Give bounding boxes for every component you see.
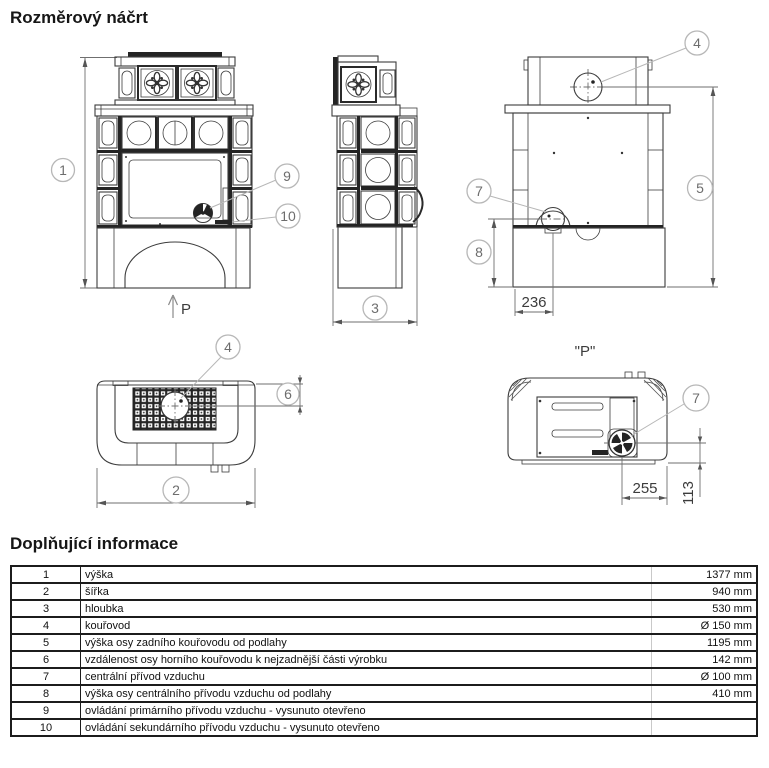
table-row <box>11 617 757 634</box>
row-label: kouřovod <box>81 617 652 634</box>
row-label: výška <box>81 566 652 583</box>
table-row <box>11 634 757 651</box>
row-number: 1 <box>11 566 81 583</box>
table-row <box>11 668 757 685</box>
dim-255: 255 <box>632 480 658 497</box>
row-value: 1195 mm <box>652 634 758 651</box>
secondary-air-slider <box>215 220 231 224</box>
flue-outlet <box>570 69 606 105</box>
row-number: 7 <box>11 668 81 685</box>
row-number: 6 <box>11 651 81 668</box>
row-value: 530 mm <box>652 600 758 617</box>
flower-tile-icon <box>145 71 170 96</box>
row-value: Ø 100 mm <box>652 668 758 685</box>
top-view <box>97 335 303 508</box>
callout-7-bottom-label: 7 <box>692 390 700 406</box>
row-number: 4 <box>11 617 81 634</box>
bottom-view <box>508 343 709 505</box>
row-number: 8 <box>11 685 81 702</box>
row-value: 410 mm <box>652 685 758 702</box>
callout-4-rear-label: 4 <box>693 35 701 51</box>
row-number: 3 <box>11 600 81 617</box>
callout-6-label: 6 <box>284 386 292 402</box>
row-label: vzdálenost osy horního kouřovodu k nejzadnější části výrobku <box>81 651 652 668</box>
row-label: výška osy centrálního přívodu vzduchu od podlahy <box>81 685 652 702</box>
row-number: 9 <box>11 702 81 719</box>
flower-tile-icon <box>185 71 210 96</box>
primary-air-lever <box>223 188 228 220</box>
callout-8-label: 8 <box>475 244 483 260</box>
direction-label: P <box>180 301 192 318</box>
row-value <box>652 719 758 736</box>
table-row <box>11 600 757 617</box>
view-p-label: "P" <box>574 343 596 360</box>
page-title: Rozměrový náčrt <box>10 8 148 27</box>
dim-236: 236 <box>521 294 547 311</box>
dim-113: 113 <box>680 481 697 505</box>
row-label: centrální přívod vzduchu <box>81 668 652 685</box>
central-air-inlet <box>536 208 570 234</box>
table-row <box>11 583 757 600</box>
row-value: Ø 150 mm <box>652 617 758 634</box>
table-row <box>11 566 757 583</box>
door-handle <box>193 204 212 223</box>
rear-view <box>467 31 718 316</box>
table-row <box>11 719 757 736</box>
side-view <box>332 56 423 326</box>
table-row <box>11 702 757 719</box>
info-table <box>10 565 758 737</box>
row-value: 142 mm <box>652 651 758 668</box>
row-label: ovládání sekundárního přívodu vzduchu - vysunuto otevřeno <box>81 719 652 736</box>
row-label: ovládání primárního přívodu vzduchu - vysunuto otevřeno <box>81 702 652 719</box>
direction-arrow <box>169 295 178 318</box>
row-value: 940 mm <box>652 583 758 600</box>
row-label: hloubka <box>81 600 652 617</box>
callout-3-label: 3 <box>371 300 379 316</box>
row-label: výška osy zadního kouřovodu od podlahy <box>81 634 652 651</box>
callout-4-top-label: 4 <box>224 339 232 355</box>
front-view <box>52 52 301 318</box>
callout-7-rear-label: 7 <box>475 183 483 199</box>
callout-1-label: 1 <box>59 162 67 178</box>
callout-10-label: 10 <box>280 208 296 224</box>
base-arch <box>125 242 225 288</box>
callout-9-label: 9 <box>283 168 291 184</box>
row-number: 5 <box>11 634 81 651</box>
table-row <box>11 685 757 702</box>
row-label: šířka <box>81 583 652 600</box>
row-value <box>652 702 758 719</box>
row-number: 2 <box>11 583 81 600</box>
callout-5-label: 5 <box>696 180 704 196</box>
info-heading: Doplňující informace <box>10 534 179 553</box>
callout-2-label: 2 <box>172 482 180 498</box>
row-value: 1377 mm <box>652 566 758 583</box>
row-number: 10 <box>11 719 81 736</box>
table-row <box>11 651 757 668</box>
flower-tile-icon <box>346 72 371 97</box>
